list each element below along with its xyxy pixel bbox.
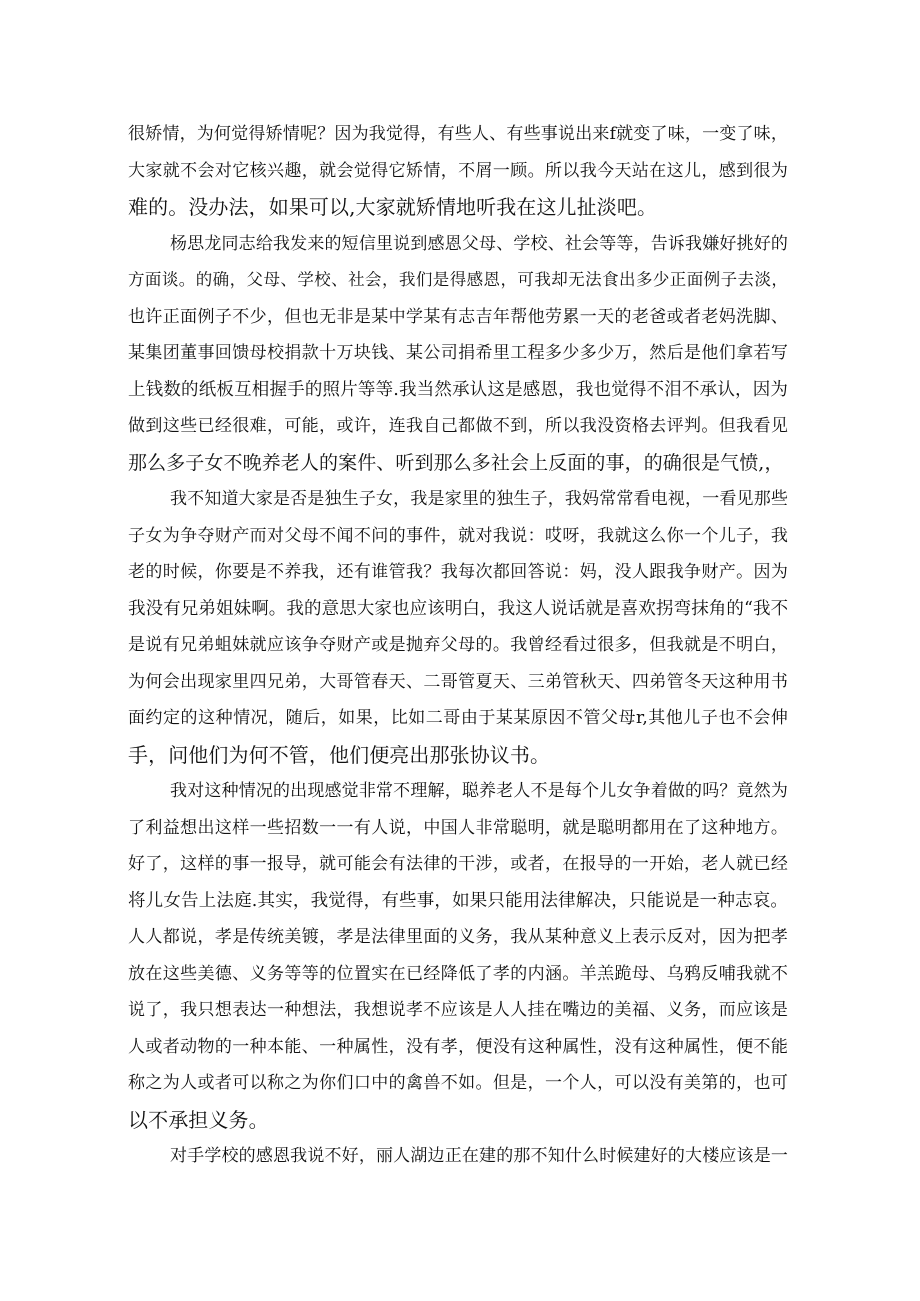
text-line: 为何会出现家里四兄弟，大哥管春天、二哥管夏天、三弟管秋天、四弟管冬天这种用书 bbox=[128, 671, 788, 692]
text-line: 人人都说，孝是传统美镀，孝是法律里面的义务，我从某种意义上表示反对，因为把孝 bbox=[128, 927, 788, 947]
text-line: 那么多子女不晚养老人的案件、听到那么多社会上反面的事，的确很是气愤,， bbox=[128, 451, 784, 474]
text-line: 也许正面例子不少，但也无非是某中学某有志吉年帮他劳累一天的老爸或者老妈洗脚、 bbox=[128, 306, 788, 327]
text-line: 我对这种情况的出现感觉非常不理解，聪养老人不是每个儿女争着做的吗？竟然为 bbox=[170, 781, 788, 801]
text-line: 说了，我只想表达一种想法，我想说孝不应该是人人挂在嘴边的美福、义务，而应该是 bbox=[128, 1000, 788, 1020]
text-line: 了利益想出这样一些招数一一有人说，中国人非常聪明，就是聪明都用在了这种地方。 bbox=[128, 817, 788, 838]
text-line: 杨思龙同志给我发来的短信里说到感恩父母、学校、社会等等，告诉我嫌好挑好的 bbox=[170, 233, 788, 254]
text-line: 某集团董事回馈母校捐款十万块钱、某公司捐希里工程多少多少万，然后是他们拿若写 bbox=[128, 343, 788, 363]
text-line: 将儿女告上法庭.其实，我觉得，有些事，如果只能用法律解决，只能说是一种志哀。 bbox=[128, 890, 788, 911]
text-line: 方面谈。的确，父母、学校、社会，我们是得感恩，可我却无法食出多少正面例子去淡， bbox=[128, 270, 788, 289]
text-line: 上钱数的纸板互相握手的照片等等.我当然承认这是感恩，我也觉得不泪不承认，因为 bbox=[128, 379, 788, 400]
text-line: 我不知道大家是否是独生子女，我是家里的独生子，我妈常常看电视，一看见那些 bbox=[170, 489, 788, 509]
text-line: 难的。没办法，如果可以,大家就矫情地听我在这儿扯淡吧。 bbox=[128, 195, 658, 219]
text-line: 面约定的这种情况，随后，如果，比如二哥由于某某原因不管父母r,其他儿子也不会伸 bbox=[128, 708, 788, 728]
text-line: 子女为争夺财产而对父母不闻不问的事件，就对我说：哎呀，我就这么你一个儿子，我 bbox=[128, 525, 788, 546]
text-line: 以不承担义务。 bbox=[128, 1107, 269, 1132]
text-line: 放在这些美德、义务等等的位置实在已经降低了孝的内涵。羊羔跪母、乌鸦反哺我就不 bbox=[128, 963, 788, 984]
text-line: 人或者动物的一种本能、一种属性，没有孝，便没有这种属性，没有这种属性，便不能 bbox=[128, 1036, 788, 1057]
text-line: 好了，这样的事一报导，就可能会有法律的干涉，或者，在报导的一开始，老人就已经 bbox=[128, 854, 788, 874]
document-body bbox=[128, 116, 788, 1175]
text-line: 称之为人或者可以称之为你们口中的禽兽不如。但是，一个人，可以没有美第的，也可 bbox=[128, 1073, 788, 1093]
text-line: 我没有兄弟姐妹啊。我的意思大家也应该明白，我这人说话就是喜欢拐弯抹角的“我不 bbox=[128, 598, 788, 619]
text-line: 很矫情，为何觉得矫情呢？因为我觉得，有些人、有些事说出来f就变了味，一变了味， bbox=[128, 124, 788, 144]
text-line: 对手学校的感恩我说不好，丽人湖边正在建的那不知什么时候建好的大楼应该是一 bbox=[170, 1146, 788, 1166]
text-line: 做到这些已经很难，可能，或许，连我自己都做不到，所以我没资格去评判。但我看见 bbox=[128, 416, 788, 436]
text-line: 老的时候，你要是不养我，还有谁管我？我每次都回答说：妈，没人跟我争财产。因为 bbox=[128, 562, 788, 582]
text-line: 手，问他们为何不管，他们便亮出那张协议书。 bbox=[128, 742, 551, 767]
text-line: 大家就不会对它核兴趣，就会觉得它矫情，不屑一顾。所以我今天站在这儿，感到很为 bbox=[128, 160, 788, 181]
text-line: 是说有兄弟蛆妹就应该争夺财产或是抛弃父母的。我曾经看过很多，但我就是不明白， bbox=[128, 635, 788, 655]
